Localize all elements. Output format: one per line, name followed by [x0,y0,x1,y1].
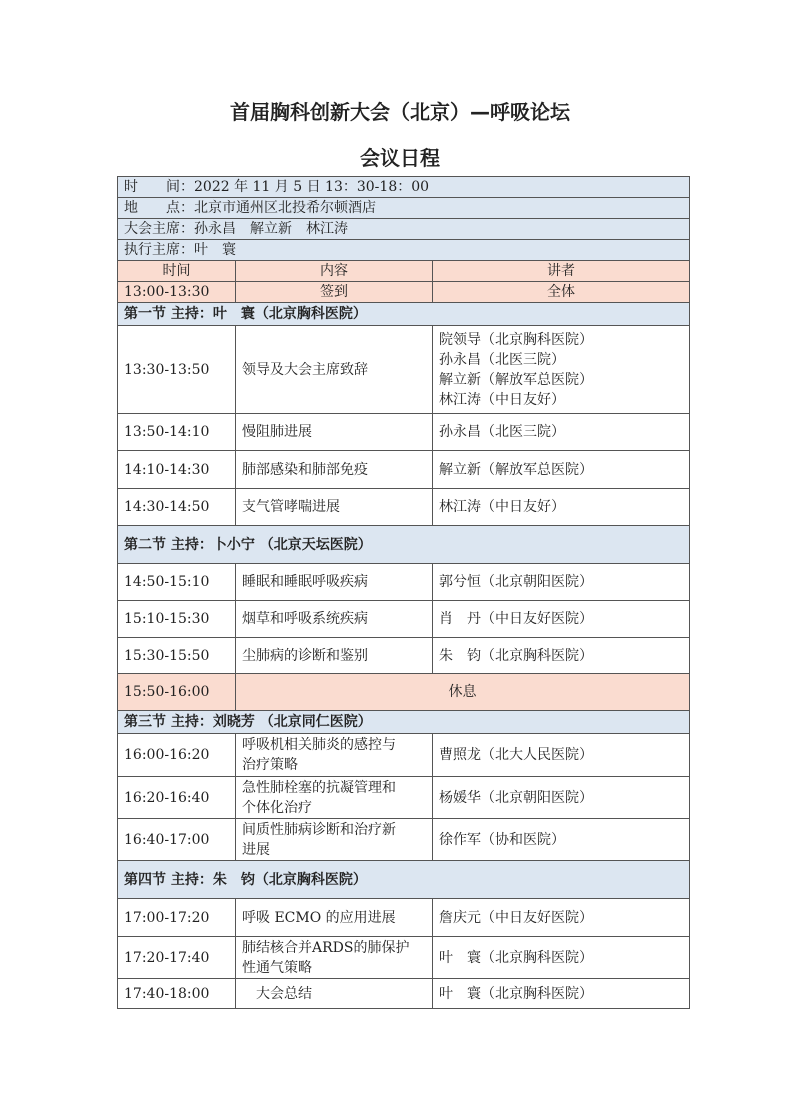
row-speaker: 叶 寰（北京胸科医院） [433,979,690,1009]
row-time: 13:50-14:10 [118,414,236,451]
row-time: 13:30-13:50 [118,326,236,414]
row-speaker: 朱 钧（北京胸科医院） [433,638,690,674]
row-time: 15:10-15:30 [118,601,236,638]
row-content: 签到 [236,282,433,303]
row-speaker: 解立新（解放军总医院） [433,451,690,489]
row-content: 呼吸 ECMO 的应用进展 [236,899,433,937]
table-row [118,734,690,777]
section-3-row [118,711,690,734]
row-time: 13:00-13:30 [118,282,236,303]
row-content [236,734,433,777]
row-time: 15:50-16:00 [118,674,236,711]
row-speaker: 徐作军（协和医院） [433,819,690,861]
checkin-row [118,282,690,303]
row-time: 16:20-16:40 [118,777,236,819]
row-speakers [433,326,690,414]
table-row [118,564,690,601]
info-exec: 执行主席：叶 寰 [118,240,690,261]
break-label: 休息 [236,674,690,711]
row-content: 大会总结 [236,979,433,1009]
row-speaker: 杨媛华（北京朝阳医院） [433,777,690,819]
row-content: 支气管哮喘进展 [236,489,433,526]
row-speaker: 曹照龙（北大人民医院） [433,734,690,777]
row-time: 14:50-15:10 [118,564,236,601]
speaker-line: 院领导（北京胸科医院） [439,331,593,348]
schedule-table [117,176,690,1009]
section-4-title: 第四节 主持：朱 钧（北京胸科医院） [118,861,690,899]
table-row [118,937,690,979]
section-2-title: 第二节 主持：卜小宁 （北京天坛医院） [118,526,690,564]
content-line: 进展 [242,841,270,858]
row-time: 14:10-14:30 [118,451,236,489]
header-row [118,261,690,282]
section-4-row [118,861,690,899]
header-speaker: 讲者 [433,261,690,282]
content-line: 间质性肺病诊断和治疗新 [242,821,396,838]
row-speaker: 林江涛（中日友好） [433,489,690,526]
page-title: 首届胸科创新大会（北京）—呼吸论坛 [230,100,570,124]
info-row-place [118,198,690,219]
row-content [236,937,433,979]
table-row [118,777,690,819]
table-row [118,326,690,414]
break-row [118,674,690,711]
row-content: 烟草和呼吸系统疾病 [236,601,433,638]
speaker-line: 林江涛（中日友好） [439,391,565,408]
info-place: 地 点：北京市通州区北投希尔顿酒店 [118,198,690,219]
section-1-row [118,303,690,326]
row-content: 尘肺病的诊断和鉴别 [236,638,433,674]
speaker-line: 解立新（解放军总医院） [439,371,593,388]
table-row [118,638,690,674]
speaker-line: 孙永昌（北医三院） [439,351,565,368]
row-speaker: 孙永昌（北医三院） [433,414,690,451]
content-line: 性通气策略 [242,959,312,976]
row-content: 睡眠和睡眠呼吸疾病 [236,564,433,601]
info-row-exec [118,240,690,261]
table-row [118,601,690,638]
content-line: 肺结核合并ARDS的肺保护 [242,939,410,956]
content-line: 个体化治疗 [242,799,312,816]
row-speaker: 詹庆元（中日友好医院） [433,899,690,937]
info-row-time [118,177,690,198]
row-time: 16:40-17:00 [118,819,236,861]
content-line: 呼吸机相关肺炎的感控与 [242,737,396,753]
section-2-row [118,526,690,564]
row-content: 领导及大会主席致辞 [236,326,433,414]
row-content [236,819,433,861]
page-subtitle: 会议日程 [360,146,440,170]
section-1-title: 第一节 主持：叶 寰（北京胸科医院） [118,303,690,326]
row-speaker: 叶 寰（北京胸科医院） [433,937,690,979]
row-time: 17:20-17:40 [118,937,236,979]
info-chairs: 大会主席：孙永昌 解立新 林江涛 [118,219,690,240]
row-time: 16:00-16:20 [118,734,236,777]
row-speaker: 郭兮恒（北京朝阳医院） [433,564,690,601]
info-row-chairs [118,219,690,240]
row-speaker: 全体 [433,282,690,303]
row-time: 17:40-18:00 [118,979,236,1009]
table-row [118,414,690,451]
table-row [118,899,690,937]
table-row [118,819,690,861]
row-content [236,777,433,819]
header-content: 内容 [236,261,433,282]
row-time: 15:30-15:50 [118,638,236,674]
section-3-title: 第三节 主持：刘晓芳 （北京同仁医院） [118,711,690,734]
table-row [118,979,690,1009]
content-line: 急性肺栓塞的抗凝管理和 [242,779,396,796]
content-line: 治疗策略 [242,757,298,773]
info-time: 时 间：2022 年 11 月 5 日 13：30-18：00 [118,177,690,198]
row-content: 慢阻肺进展 [236,414,433,451]
row-time: 17:00-17:20 [118,899,236,937]
table-row [118,451,690,489]
header-time: 时间 [118,261,236,282]
table-row [118,489,690,526]
row-speaker: 肖 丹（中日友好医院） [433,601,690,638]
row-time: 14:30-14:50 [118,489,236,526]
row-content: 肺部感染和肺部免疫 [236,451,433,489]
